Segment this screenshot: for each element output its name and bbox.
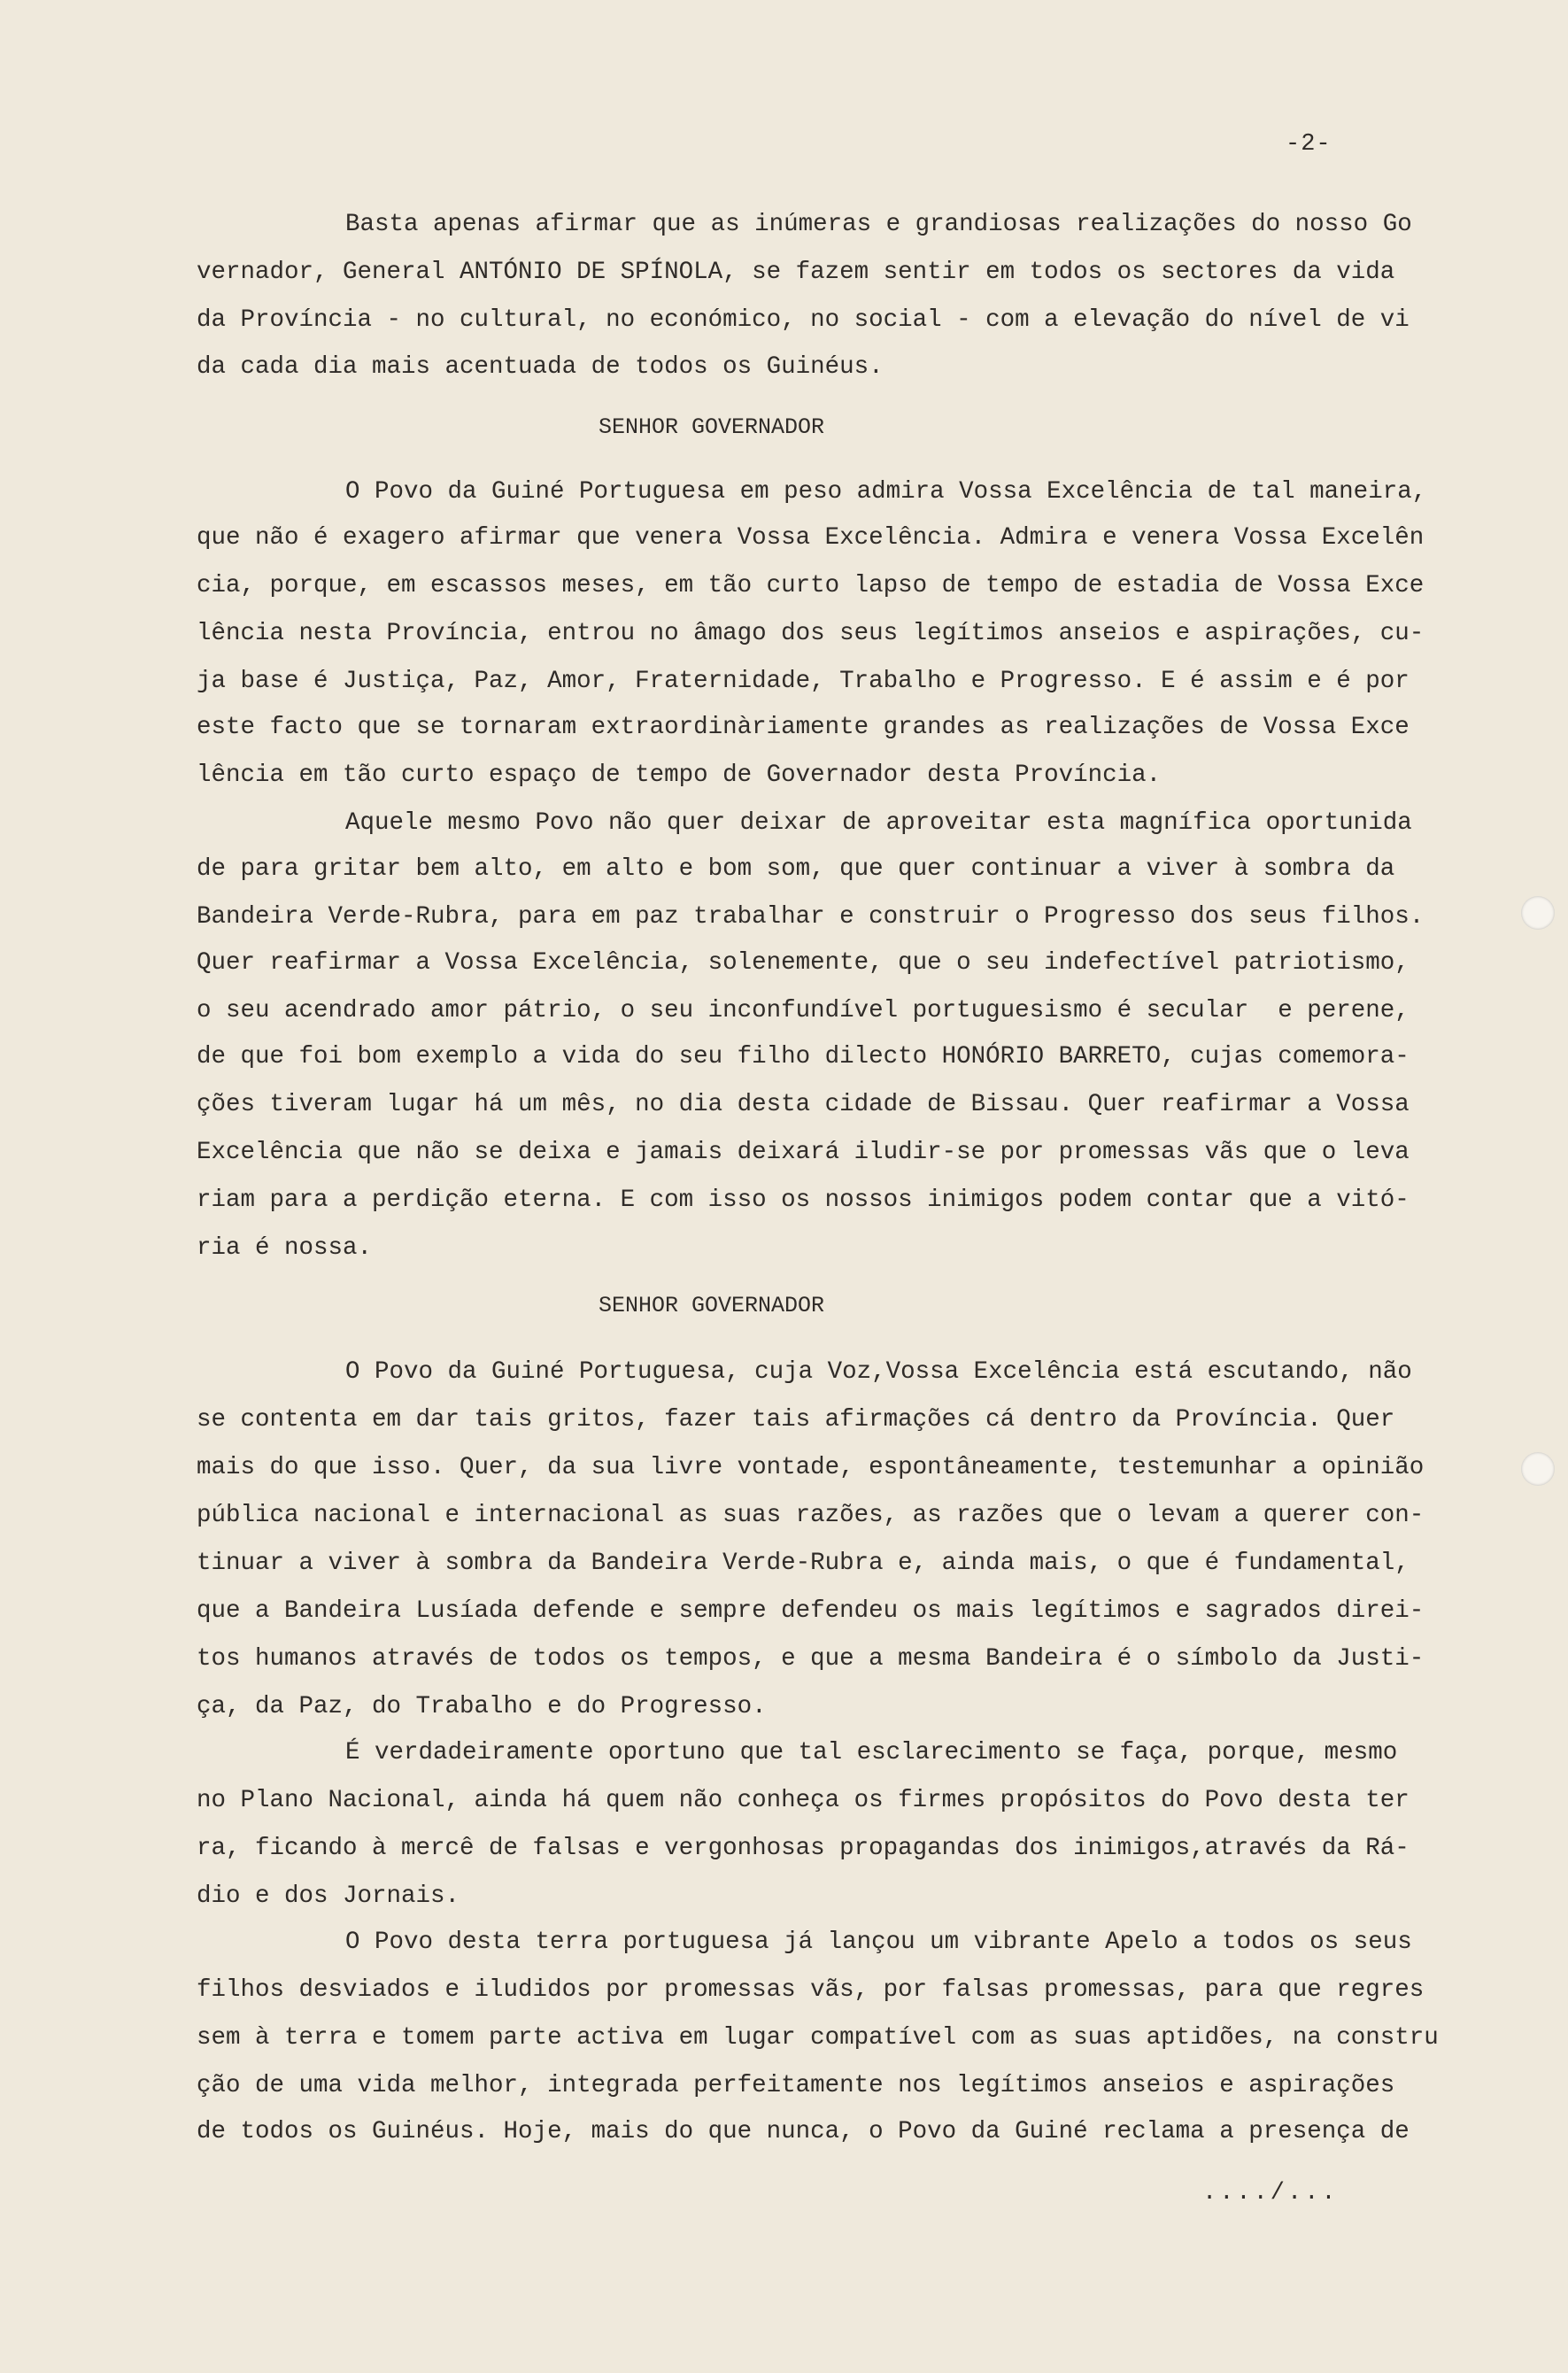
text-line: dio e dos Jornais. <box>197 1882 460 1910</box>
text-line: ção de uma vida melhor, integrada perfeitamente nos legítimos anseios e aspirações <box>197 2072 1395 2099</box>
text-line: tinuar a viver à sombra da Bandeira Verde-Rubra e, ainda mais, o que é fundamental, <box>197 1550 1410 1577</box>
text-line: Quer reafirmar a Vossa Excelência, solenemente, que o seu indefectível patriotismo, <box>197 949 1410 977</box>
section-heading: SENHOR GOVERNADOR <box>599 414 825 440</box>
text-line: o seu acendrado amor pátrio, o seu inconfundível portuguesismo é secular e perene, <box>197 997 1410 1024</box>
text-line: de para gritar bem alto, em alto e bom som, que quer continuar a viver à sombra da <box>197 855 1395 883</box>
text-line: mais do que isso. Quer, da sua livre vontade, espontâneamente, testemunhar a opinião <box>197 1454 1425 1481</box>
punch-hole-bottom <box>1521 1452 1555 1486</box>
text-line: se contenta em dar tais gritos, fazer tais afirmações cá dentro da Província. Quer <box>197 1406 1395 1434</box>
text-line: ria é nossa. <box>197 1234 373 1262</box>
text-line: Basta apenas afirmar que as inúmeras e grandiosas realizações do nosso Go <box>345 211 1412 238</box>
text-line: sem à terra e tomem parte activa em lugar compatível com as suas aptidões, na constru <box>197 2024 1439 2052</box>
text-line: O Povo da Guiné Portuguesa em peso admira Vossa Excelência de tal maneira, <box>345 478 1427 506</box>
text-line: O Povo desta terra portuguesa já lançou um vibrante Apelo a todos os seus <box>345 1929 1412 1956</box>
text-line: Bandeira Verde-Rubra, para em paz trabalhar e construir o Progresso dos seus filhos. <box>197 903 1425 931</box>
text-line: ções tiveram lugar há um mês, no dia desta cidade de Bissau. Quer reafirmar a Vossa <box>197 1091 1410 1118</box>
text-line: lência em tão curto espaço de tempo de Governador desta Província. <box>197 761 1162 789</box>
text-line: no Plano Nacional, ainda há quem não conheça os firmes propósitos do Povo desta ter <box>197 1787 1410 1814</box>
text-line: ja base é Justiça, Paz, Amor, Fraternidade, Trabalho e Progresso. E é assim e é por <box>197 668 1410 695</box>
text-line: pública nacional e internacional as suas razões, as razões que o levam a querer con- <box>197 1502 1425 1529</box>
text-line: ra, ficando à mercê de falsas e vergonhosas propagandas dos inimigos,através da Rá- <box>197 1835 1410 1862</box>
text-line: filhos desviados e iludidos por promessas vãs, por falsas promessas, para que regres <box>197 1976 1425 2004</box>
page-number: -2- <box>1286 131 1332 158</box>
text-line: da cada dia mais acentuada de todos os Guinéus. <box>197 353 884 381</box>
section-heading: SENHOR GOVERNADOR <box>599 1293 825 1318</box>
text-line: ça, da Paz, do Trabalho e do Progresso. <box>197 1693 767 1720</box>
text-line: cia, porque, em escassos meses, em tão curto lapso de tempo de estadia de Vossa Exce <box>197 572 1425 599</box>
text-line: que não é exagero afirmar que venera Vossa Excelência. Admira e venera Vossa Excelên <box>197 524 1425 552</box>
text-line: vernador, General ANTÓNIO DE SPÍNOLA, se fazem sentir em todos os sectores da vida <box>197 259 1395 286</box>
text-line: de todos os Guinéus. Hoje, mais do que nunca, o Povo da Guiné reclama a presença de <box>197 2118 1410 2145</box>
text-line: que a Bandeira Lusíada defende e sempre defendeu os mais legítimos e sagrados direi- <box>197 1597 1425 1625</box>
text-line: O Povo da Guiné Portuguesa, cuja Voz,Vossa Excelência está escutando, não <box>345 1358 1412 1386</box>
text-line: Aquele mesmo Povo não quer deixar de aproveitar esta magnífica oportunida <box>345 809 1412 837</box>
text-line: riam para a perdição eterna. E com isso os nossos inimigos podem contar que a vitó- <box>197 1186 1410 1214</box>
text-line: Excelência que não se deixa e jamais deixará iludir-se por promessas vãs que o leva <box>197 1139 1410 1166</box>
text-line: lência nesta Província, entrou no âmago dos seus legítimos anseios e aspirações, cu- <box>197 620 1425 647</box>
text-line: este facto que se tornaram extraordinàriamente grandes as realizações de Vossa Exce <box>197 714 1410 741</box>
punch-hole-top <box>1521 896 1555 930</box>
continuation-mark: ..../... <box>1202 2180 1339 2207</box>
text-line: de que foi bom exemplo a vida do seu filho dilecto HONÓRIO BARRETO, cujas comemora- <box>197 1043 1410 1071</box>
text-line: É verdadeiramente oportuno que tal esclarecimento se faça, porque, mesmo <box>345 1739 1398 1766</box>
text-line: tos humanos através de todos os tempos, e que a mesma Bandeira é o símbolo da Justi- <box>197 1645 1425 1673</box>
text-line: da Província - no cultural, no económico, no social - com a elevação do nível de vi <box>197 306 1410 334</box>
